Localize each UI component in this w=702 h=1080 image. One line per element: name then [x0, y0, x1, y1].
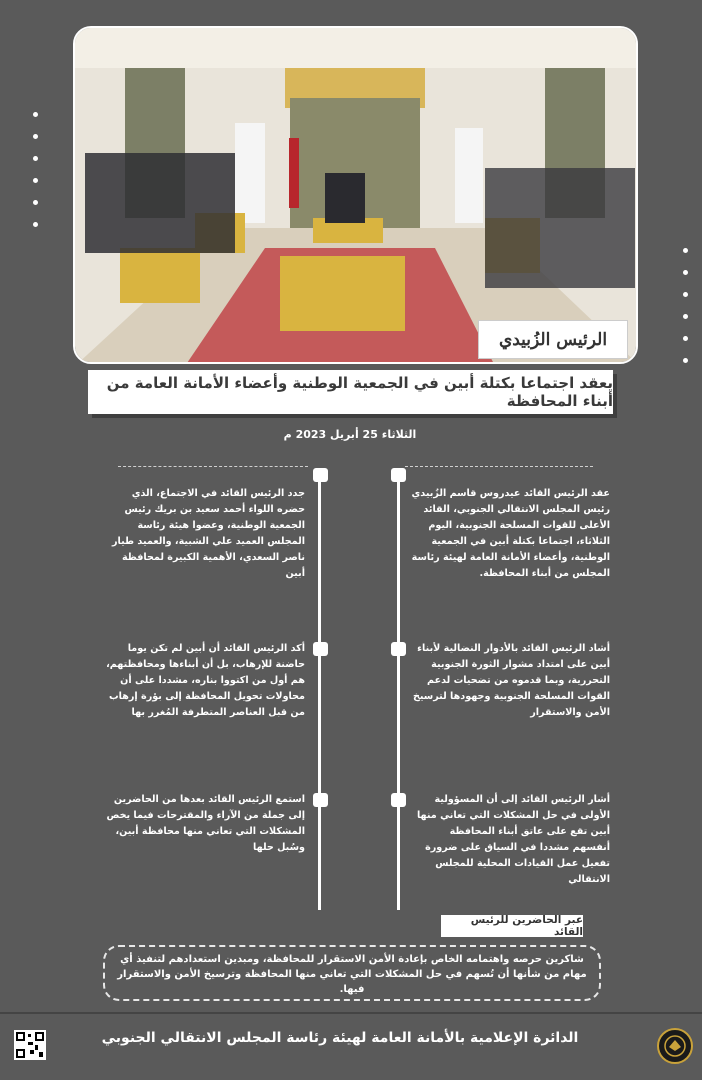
- timeline-item-right-2: أشاد الرئيس القائد بالأدوار النضالية لأبناء أبين على امتداد مشوار الثورة الجنوبية التحررية، وبما قدموه من تضحيات لدعم القوات المسلحة الجنوبية وجهودها لترسيخ الأمن والاستقرار: [412, 643, 610, 718]
- decorative-dots-left: [33, 112, 38, 227]
- date-label: الثلاثاء 25 أبريل 2023 م: [283, 428, 417, 441]
- headline: يعقد اجتماعا بكتلة أبين في الجمعية الوطنية وأعضاء الأمانة العامة من أبناء المحافظة: [88, 370, 613, 414]
- timeline-node: [391, 468, 406, 482]
- timeline-node: [313, 468, 328, 482]
- timeline-node: [313, 793, 328, 807]
- timeline-node: [313, 642, 328, 656]
- left-dashed-rule: [118, 466, 308, 467]
- footer-divider: [0, 1012, 702, 1014]
- decorative-dots-right: [683, 248, 688, 363]
- footer-title: الدائرة الإعلامية بالأمانة العامة لهيئة رئاسة المجلس الانتقالي الجنوبي: [101, 1030, 579, 1046]
- left-timeline-line: [318, 470, 321, 910]
- qr-code-icon: [14, 1030, 46, 1060]
- conclusion-box: شاكرين حرصه واهتمامه الخاص بإعادة الأمن الاستقرار للمحافظة، ومبدين استعدادهم لتنفيذ أي مهام من شأنها أن تُسهم في حل المشكلات التي تعاني منها المحافظة وترسيخ الأمن والاستقرار فيها.: [103, 945, 601, 1001]
- emblem-logo: [657, 1028, 693, 1064]
- timeline-item-right-1: عقد الرئيس القائد عيدروس قاسم الزُبيدي رئيس المجلس الانتقالي الجنوبي، القائد الأعلى للقوات المسلحة الجنوبية، اليوم الثلاثاء، اجتماعا بكتلة أبين في الجمعية الوطنية، وأعضاء الأمانة العامة لهيئة رئاسة المجلس من أبناء المحافظة.: [411, 488, 610, 579]
- meeting-photo: [73, 26, 638, 364]
- name-badge: الرئيس الزُبيدي: [478, 320, 628, 359]
- timeline-node: [391, 793, 406, 807]
- right-dashed-rule: [405, 466, 593, 467]
- timeline-node: [391, 642, 406, 656]
- attendees-label: عبر الحاضرين للرئيس القائد: [441, 915, 583, 937]
- timeline-item-left-1: جدد الرئيس القائد في الاجتماع، الذي حضره اللواء أحمد سعيد بن بريك رئيس الجمعية الوطنية، وعضوا هيئة رئاسة المجلس العميد علي الشبية، والعميد طيار ناصر السعدي، الأهمية الكبيرة لمحافظة أبين: [112, 488, 305, 579]
- timeline-item-right-3: أشار الرئيس القائد إلى أن المسؤولية الأولى في حل المشكلات التي تعاني منها أبين تقع على عاتق أبناء المحافظة أنفسهم مشددا في السياق على ضرورة تفعيل عمل القيادات المحلية للمجلس الانتقالي: [416, 794, 610, 885]
- timeline-item-left-2: أكد الرئيس القائد أن أبين لم تكن يوما حاضنة للإرهاب، بل أن أبناءها ومحافظتهم، هم أول من اكتووا بناره، مشددا على أن محاولات تحويل المحافظة إلى بؤرة إرهاب من قبل العناصر المتطرفة المُغرر بها: [106, 643, 305, 718]
- right-timeline-line: [397, 470, 400, 910]
- timeline-item-left-3: استمع الرئيس القائد بعدها من الحاضرين إلى جملة من الآراء والمقترحات فيما يخص المشكلات التي تعاني منها محافظة أبين، وسُبل حلها: [106, 794, 305, 853]
